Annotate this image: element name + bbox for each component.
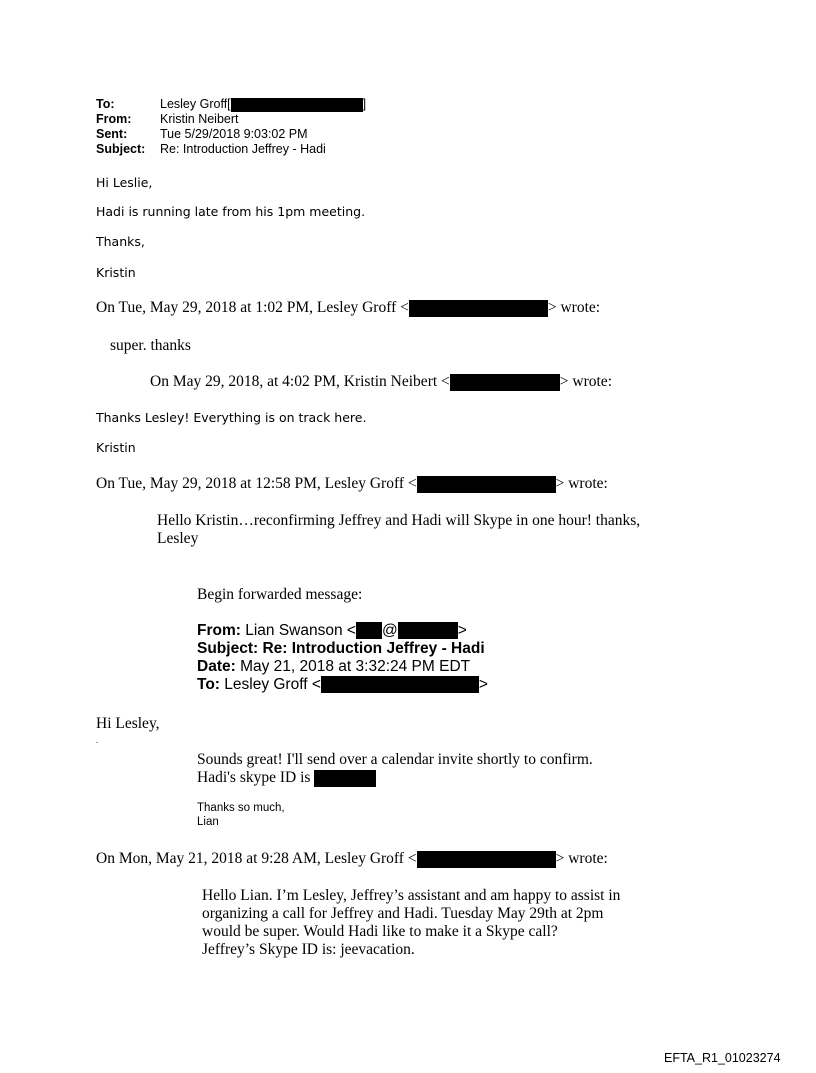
lian-body-line2 bbox=[197, 769, 376, 787]
forwarded-date-label: Date: bbox=[197, 658, 236, 675]
quote3-body-line2: Lesley bbox=[157, 530, 199, 547]
quote2-body: Thanks Lesley! Everything is on track here. bbox=[96, 410, 367, 425]
quote2-prefix: On May 29, 2018, at 4:02 PM, Kristin Neibert < bbox=[150, 373, 450, 390]
lian-skype-label: Hadi's skype ID is bbox=[197, 769, 311, 786]
quote4-body-line2: organizing a call for Jeffrey and Hadi. Tuesday May 29th at 2pm bbox=[202, 905, 604, 922]
forwarded-date bbox=[197, 658, 470, 676]
forwarded-to-label: To: bbox=[197, 676, 220, 693]
forwarded-from-value: Lian Swanson < bbox=[240, 622, 356, 639]
forwarded-to-close: > bbox=[478, 676, 488, 693]
forwarded-from-at: @ bbox=[381, 622, 398, 639]
sent-value: Tue 5/29/2018 9:03:02 PM bbox=[160, 127, 308, 141]
forwarded-date-value: May 21, 2018 at 3:32:24 PM EDT bbox=[235, 658, 471, 675]
forwarded-to bbox=[197, 676, 488, 694]
quote3-attribution bbox=[96, 475, 608, 493]
quote1-body: super. thanks bbox=[110, 337, 191, 354]
quote1-prefix: On Tue, May 29, 2018 at 1:02 PM, Lesley Groff < bbox=[96, 299, 409, 316]
redaction-box bbox=[417, 851, 556, 868]
reply-thanks: Thanks, bbox=[96, 234, 145, 249]
to-close: ] bbox=[362, 97, 367, 111]
redaction-box bbox=[398, 622, 458, 639]
to-name: Lesley Groff[ bbox=[160, 97, 231, 111]
forwarded-from bbox=[197, 622, 467, 640]
from-label: From: bbox=[96, 112, 132, 126]
lian-dot: . bbox=[96, 736, 98, 745]
quote1-suffix: > wrote: bbox=[547, 299, 601, 316]
forwarded-subject bbox=[197, 640, 485, 658]
quote3-body-line1: Hello Kristin…reconfirming Jeffrey and Hadi will Skype in one hour! thanks, bbox=[157, 512, 641, 529]
subject-value: Re: Introduction Jeffrey - Hadi bbox=[160, 142, 326, 156]
redaction-box bbox=[321, 676, 479, 693]
redaction-box bbox=[409, 300, 548, 317]
sent-label: Sent: bbox=[96, 127, 128, 141]
quote4-suffix: > wrote: bbox=[555, 850, 608, 867]
lian-thanks: Thanks so much, bbox=[197, 802, 285, 814]
subject-label: Subject: bbox=[96, 142, 146, 156]
to-label: To: bbox=[96, 97, 115, 111]
quote2-attribution bbox=[150, 373, 612, 391]
quote2-sign: Kristin bbox=[96, 440, 136, 455]
from-value: Kristin Neibert bbox=[160, 112, 239, 126]
bates-number: EFTA_R1_01023274 bbox=[664, 1051, 781, 1065]
redaction-box bbox=[314, 770, 376, 787]
forwarded-from-label: From: bbox=[197, 622, 241, 639]
lian-greeting: Hi Lesley, bbox=[96, 715, 160, 732]
forwarded-subject-value: Re: Introduction Jeffrey - Hadi bbox=[258, 640, 485, 657]
quote3-prefix: On Tue, May 29, 2018 at 12:58 PM, Lesley Groff < bbox=[96, 475, 417, 492]
quote1-attribution bbox=[96, 299, 600, 317]
quote4-body-line1: Hello Lian. I’m Lesley, Jeffrey’s assistant and am happy to assist in bbox=[202, 887, 621, 904]
lian-body-line1: Sounds great! I'll send over a calendar invite shortly to confirm. bbox=[197, 751, 593, 768]
quote4-body-line3: would be super. Would Hadi like to make it a Skype call? bbox=[202, 923, 558, 940]
to-value bbox=[160, 97, 366, 112]
redaction-box bbox=[417, 476, 556, 493]
reply-line: Hadi is running late from his 1pm meeting. bbox=[96, 204, 366, 219]
redaction-box bbox=[231, 98, 363, 112]
forwarded-intro: Begin forwarded message: bbox=[197, 586, 363, 603]
forwarded-subject-label: Subject: bbox=[197, 640, 259, 657]
forwarded-from-close: > bbox=[457, 622, 467, 639]
redaction-box bbox=[450, 374, 560, 391]
quote2-suffix: > wrote: bbox=[559, 373, 612, 390]
quote3-suffix: > wrote: bbox=[555, 475, 608, 492]
redaction-box bbox=[356, 622, 382, 639]
forwarded-to-value: Lesley Groff < bbox=[219, 676, 321, 693]
quote4-body-line4: Jeffrey’s Skype ID is: jeevacation. bbox=[202, 941, 415, 958]
reply-sign: Kristin bbox=[96, 265, 136, 280]
quote4-prefix: On Mon, May 21, 2018 at 9:28 AM, Lesley Groff < bbox=[96, 850, 417, 867]
lian-sign: Lian bbox=[197, 816, 219, 828]
quote4-attribution bbox=[96, 850, 608, 868]
reply-greeting: Hi Leslie, bbox=[96, 175, 153, 190]
